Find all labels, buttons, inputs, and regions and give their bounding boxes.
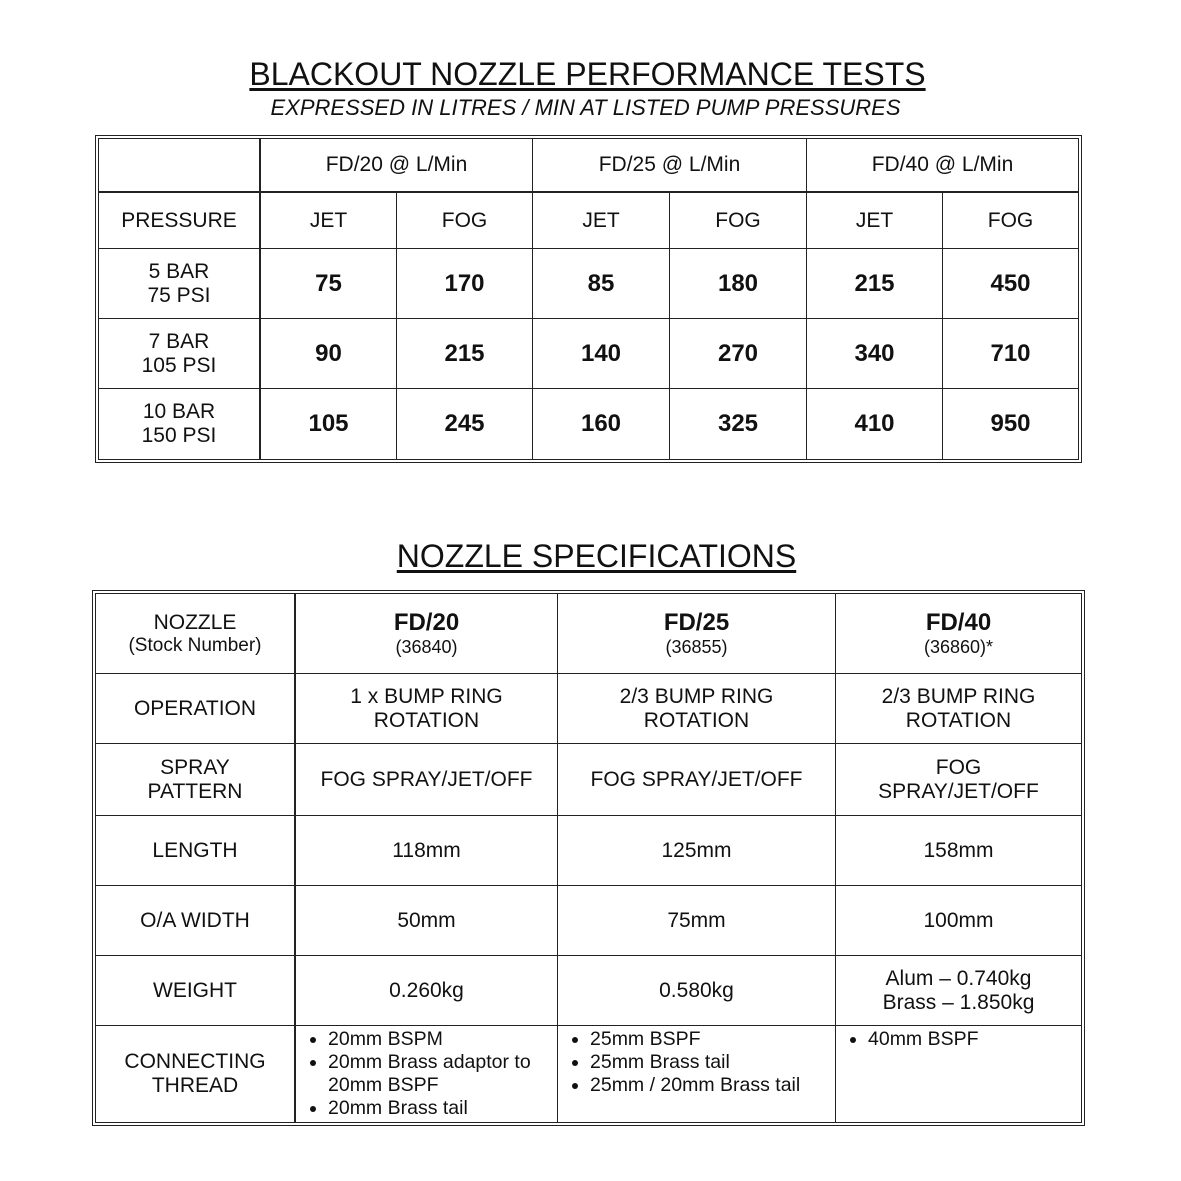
performance-subtitle: EXPRESSED IN LITRES / MIN AT LISTED PUMP PRESSURES (270, 95, 901, 120)
flow-value: 85 (533, 249, 670, 319)
pressure-header: PRESSURE (99, 193, 261, 249)
flow-value: 270 (670, 319, 807, 389)
sub-header: FOG (397, 193, 533, 249)
thread-list (566, 1028, 835, 1097)
list-item: • 20mm BSPM (328, 1028, 557, 1051)
thread-value (296, 1026, 558, 1122)
model-stock-number: (36840) (395, 636, 458, 657)
value-line: ROTATION (373, 708, 480, 732)
value-line: 0.580kg (659, 978, 734, 1002)
pressure-psi: 75 PSI (147, 283, 211, 307)
value-line: ROTATION (643, 708, 750, 732)
value-line: 2/3 BUMP RING (881, 684, 1036, 708)
list-item: • 20mm Brass adaptor to 20mm BSPF (328, 1051, 557, 1097)
flow-value: 90 (261, 319, 397, 389)
width-value: 75mm (558, 886, 836, 956)
nozzle-header-cell (96, 594, 296, 674)
list-item: • 25mm BSPF (590, 1028, 835, 1051)
row-label (96, 1026, 296, 1122)
sub-header-row (99, 193, 1078, 249)
sub-header: FOG (670, 193, 807, 249)
specs-table (92, 590, 1085, 1126)
flow-value: 180 (670, 249, 807, 319)
weight-row (96, 956, 1081, 1026)
group-header: FD/20 @ L/Min (261, 139, 533, 193)
flow-value: 245 (397, 389, 533, 459)
specs-title: NOZZLE SPECIFICATIONS (396, 538, 797, 574)
performance-table (95, 135, 1082, 463)
value-line: ROTATION (905, 708, 1012, 732)
list-item: • 25mm Brass tail (590, 1051, 835, 1074)
list-item: • 20mm Brass tail (328, 1097, 557, 1120)
flow-value: 160 (533, 389, 670, 459)
flow-value: 410 (807, 389, 943, 459)
list-item: • 40mm BSPF (868, 1028, 1081, 1051)
row-label: LENGTH (96, 816, 296, 886)
thread-value (558, 1026, 836, 1122)
spray-pattern-value (558, 744, 836, 816)
label-line: CONNECTING (124, 1050, 266, 1073)
value-line: 2/3 BUMP RING (619, 684, 774, 708)
flow-value: 140 (533, 319, 670, 389)
table-row (99, 389, 1078, 459)
value-line: FOG SPRAY/JET/OFF (590, 767, 803, 791)
value-line: Alum – 0.740kg (885, 966, 1032, 990)
sub-header: JET (807, 193, 943, 249)
spec-header-row (96, 594, 1081, 674)
flow-value: 340 (807, 319, 943, 389)
row-label: O/A WIDTH (96, 886, 296, 956)
model-name: FD/20 (393, 608, 460, 636)
flow-value: 215 (807, 249, 943, 319)
thread-list (304, 1028, 557, 1120)
width-value: 100mm (836, 886, 1081, 956)
value-line: Brass – 1.850kg (882, 990, 1035, 1014)
spray-pattern-row (96, 744, 1081, 816)
flow-value: 450 (943, 249, 1078, 319)
width-value: 50mm (296, 886, 558, 956)
spray-pattern-value (296, 744, 558, 816)
row-label (96, 744, 296, 816)
length-row (96, 816, 1081, 886)
model-stock-number: (36855) (665, 636, 728, 657)
model-stock-number: (36860)* (923, 636, 994, 657)
flow-value: 75 (261, 249, 397, 319)
model-header-cell (296, 594, 558, 674)
model-header-cell (558, 594, 836, 674)
group-header-row (99, 139, 1078, 193)
pressure-bar: 10 BAR (142, 400, 216, 423)
label-line: SPRAY (160, 755, 230, 779)
value-line: 0.260kg (389, 978, 464, 1002)
spray-pattern-value (836, 744, 1081, 816)
sub-header: JET (533, 193, 670, 249)
model-name: FD/40 (925, 608, 992, 636)
operation-row (96, 674, 1081, 744)
row-label: OPERATION (96, 674, 296, 744)
nozzle-label: NOZZLE (153, 610, 237, 634)
flow-value: 170 (397, 249, 533, 319)
pressure-psi: 105 PSI (141, 353, 217, 377)
table-row (99, 249, 1078, 319)
pressure-cell (99, 249, 261, 319)
performance-title: BLACKOUT NOZZLE PERFORMANCE TESTS (249, 56, 926, 92)
list-item: • 25mm / 20mm Brass tail (590, 1074, 835, 1097)
length-value: 125mm (558, 816, 836, 886)
weight-value (558, 956, 836, 1026)
weight-value (296, 956, 558, 1026)
value-line: FOG SPRAY/JET/OFF (320, 767, 533, 791)
flow-value: 325 (670, 389, 807, 459)
pressure-cell (99, 389, 261, 459)
operation-value (558, 674, 836, 744)
table-row (99, 319, 1078, 389)
width-row (96, 886, 1081, 956)
model-name: FD/25 (663, 608, 730, 636)
pressure-bar: 7 BAR (148, 329, 210, 353)
label-line: PATTERN (147, 779, 243, 803)
value-line: SPRAY/JET/OFF (878, 779, 1039, 803)
pressure-psi: 150 PSI (141, 424, 217, 447)
model-header-cell (836, 594, 1081, 674)
group-header: FD/40 @ L/Min (807, 139, 1078, 193)
sub-header: JET (261, 193, 397, 249)
sub-header: FOG (943, 193, 1078, 249)
row-label: WEIGHT (96, 956, 296, 1026)
empty-corner-cell (99, 139, 261, 193)
length-value: 158mm (836, 816, 1081, 886)
length-value: 118mm (296, 816, 558, 886)
flow-value: 105 (261, 389, 397, 459)
thread-row (96, 1026, 1081, 1122)
flow-value: 215 (397, 319, 533, 389)
operation-value (296, 674, 558, 744)
group-header: FD/25 @ L/Min (533, 139, 807, 193)
flow-value: 710 (943, 319, 1078, 389)
thread-value (836, 1026, 1081, 1122)
stock-number-label: (Stock Number) (128, 634, 262, 656)
flow-value: 950 (990, 410, 1031, 437)
pressure-cell (99, 319, 261, 389)
weight-value (836, 956, 1081, 1026)
operation-value (836, 674, 1081, 744)
thread-list (844, 1028, 1081, 1051)
pressure-bar: 5 BAR (148, 259, 210, 283)
label-line: THREAD (151, 1074, 239, 1097)
value-line: 1 x BUMP RING (350, 684, 503, 708)
value-line: FOG (935, 755, 982, 779)
